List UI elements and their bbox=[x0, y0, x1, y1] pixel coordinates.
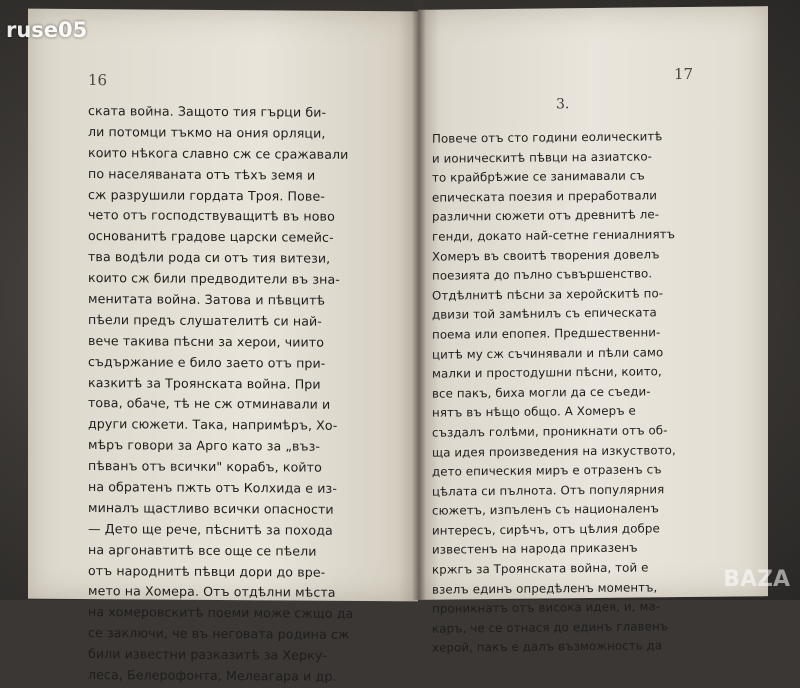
right-page bbox=[418, 6, 768, 656]
text-line: пѣели предъ слушателитѣ си най- bbox=[88, 311, 322, 329]
text-line: нятъ въ нѣщо общо. А Хомеръ е bbox=[432, 403, 636, 420]
text-line: на обратенъ пжть отъ Колхида е из- bbox=[88, 479, 337, 496]
text-line: сюжетъ, изпъленъ съ националенъ bbox=[432, 501, 659, 518]
text-line: създалъ голѣми, проникнати отъ об- bbox=[432, 423, 668, 440]
text-line: вече такива пѣсни за херои, чиито bbox=[88, 332, 325, 350]
text-line: все пакъ, биха могли да се съеди- bbox=[432, 384, 651, 401]
text-line: основанитѣ градове царски семейс- bbox=[88, 228, 334, 246]
text-line: това, обаче, тѣ не сж отминавали и bbox=[88, 395, 331, 413]
text-line: ли потомци тъкмо на ония орляци, bbox=[88, 123, 326, 141]
left-page bbox=[28, 9, 418, 684]
text-line: известенъ на народа приказенъ bbox=[432, 541, 638, 558]
text-line: то крайбрѣжие се занимавали съ bbox=[432, 168, 645, 185]
text-line: други сюжети. Така, напримѣръ, Хо- bbox=[88, 416, 338, 434]
text-line: кржгъ за Троянската война, той е bbox=[432, 560, 649, 577]
text-line: съдържание е било заето отъ при- bbox=[88, 353, 326, 371]
right-page-text bbox=[432, 126, 750, 658]
text-line: ската война. Защото тия гърци би- bbox=[88, 103, 327, 120]
watermark-site-logo: BAZA bbox=[723, 567, 790, 592]
page-number-left: 16 bbox=[88, 71, 108, 90]
text-line: и ионическитѣ пѣвци на азиатско- bbox=[432, 148, 653, 166]
text-line: двизи той замѣнилъ съ епическата bbox=[432, 305, 657, 323]
text-line: които нѣкога славно сж се сражавали bbox=[88, 144, 349, 162]
text-line: казкитѣ за Троянската война. При bbox=[88, 374, 321, 392]
text-line: различни сюжети отъ древнитѣ ле- bbox=[432, 207, 660, 225]
text-line: поема или епопея. Предшественни- bbox=[432, 325, 661, 342]
text-line: мѣръ говори за Арго като за „въз- bbox=[88, 437, 321, 454]
text-line: чето отъ господствуващитѣ въ ново bbox=[88, 207, 335, 225]
text-line: Повече отъ сто години еолическитѣ bbox=[432, 129, 663, 146]
text-line: цитѣ му сж съчинявали и пѣли само bbox=[432, 344, 664, 362]
text-line: проникнатъ отъ висока идея, и, ма- bbox=[432, 599, 661, 616]
text-line: сж разрушили гордата Троя. Пове- bbox=[88, 186, 325, 204]
text-line: миналъ щастливо всички опасности bbox=[88, 499, 334, 517]
text-line: на хомеровскитѣ поеми може сжщо да bbox=[88, 604, 354, 622]
page-number-right: 17 bbox=[674, 64, 694, 84]
text-line: леса, Белерофонта, Мелеагара и др. bbox=[88, 667, 337, 684]
watermark-user: ruse05 bbox=[6, 18, 88, 42]
text-line: които сж били предводители въ зна- bbox=[88, 270, 340, 287]
text-line: по населяваната отъ тѣхъ земя и bbox=[88, 165, 316, 183]
text-line: ща идея произведения на изкуството, bbox=[432, 442, 676, 460]
text-line: Хомеръ въ своитѣ творения довелъ bbox=[432, 246, 660, 264]
text-line: пѣванъ отъ всички" корабъ, който bbox=[88, 458, 322, 475]
text-line: цѣлата си пълнота. Отъ популярния bbox=[432, 481, 665, 499]
text-line: Отдѣлнитѣ пѣсни за херойскитѣ по- bbox=[432, 286, 664, 303]
text-line: генди, докато най-сетне гениалниятъ bbox=[432, 227, 676, 244]
text-line: тва водѣли рода си отъ тия витези, bbox=[88, 249, 331, 266]
text-line: мето на Хомера. Отъ отдѣлни мѣста bbox=[88, 583, 336, 601]
text-line: на аргонавтитѣ все още се пѣели bbox=[88, 541, 317, 559]
text-line: дето епическия миръ е отразенъ съ bbox=[432, 462, 662, 479]
text-line: се заключи, че въ неговата родина сж bbox=[88, 625, 350, 643]
book-gutter bbox=[412, 0, 426, 600]
text-line: менитата война. Затова и пѣвцитѣ bbox=[88, 291, 326, 308]
chapter-heading: 3. bbox=[556, 96, 570, 113]
text-line: малки и простодушни пѣсни, които, bbox=[432, 364, 662, 381]
text-line: поезията до пълно съвършенство. bbox=[432, 266, 653, 283]
text-line: отъ народнитѣ пѣвци дори до вре- bbox=[88, 562, 326, 580]
text-line: херой, пакъ е далъ възможность да bbox=[432, 638, 663, 656]
text-line: епическата поезия и преработвали bbox=[432, 188, 658, 205]
text-line: взелъ единъ опредѣленъ моментъ, bbox=[432, 579, 658, 597]
text-line: каръ, че се отнася до единъ главенъ bbox=[432, 619, 669, 636]
text-line: били известни разказитѣ за Херку- bbox=[88, 646, 328, 663]
text-line: — Дето ще рече, пѣснитѣ за похода bbox=[88, 520, 333, 538]
text-line: интересъ, сирѣчъ, отъ цѣлия добре bbox=[432, 521, 660, 538]
